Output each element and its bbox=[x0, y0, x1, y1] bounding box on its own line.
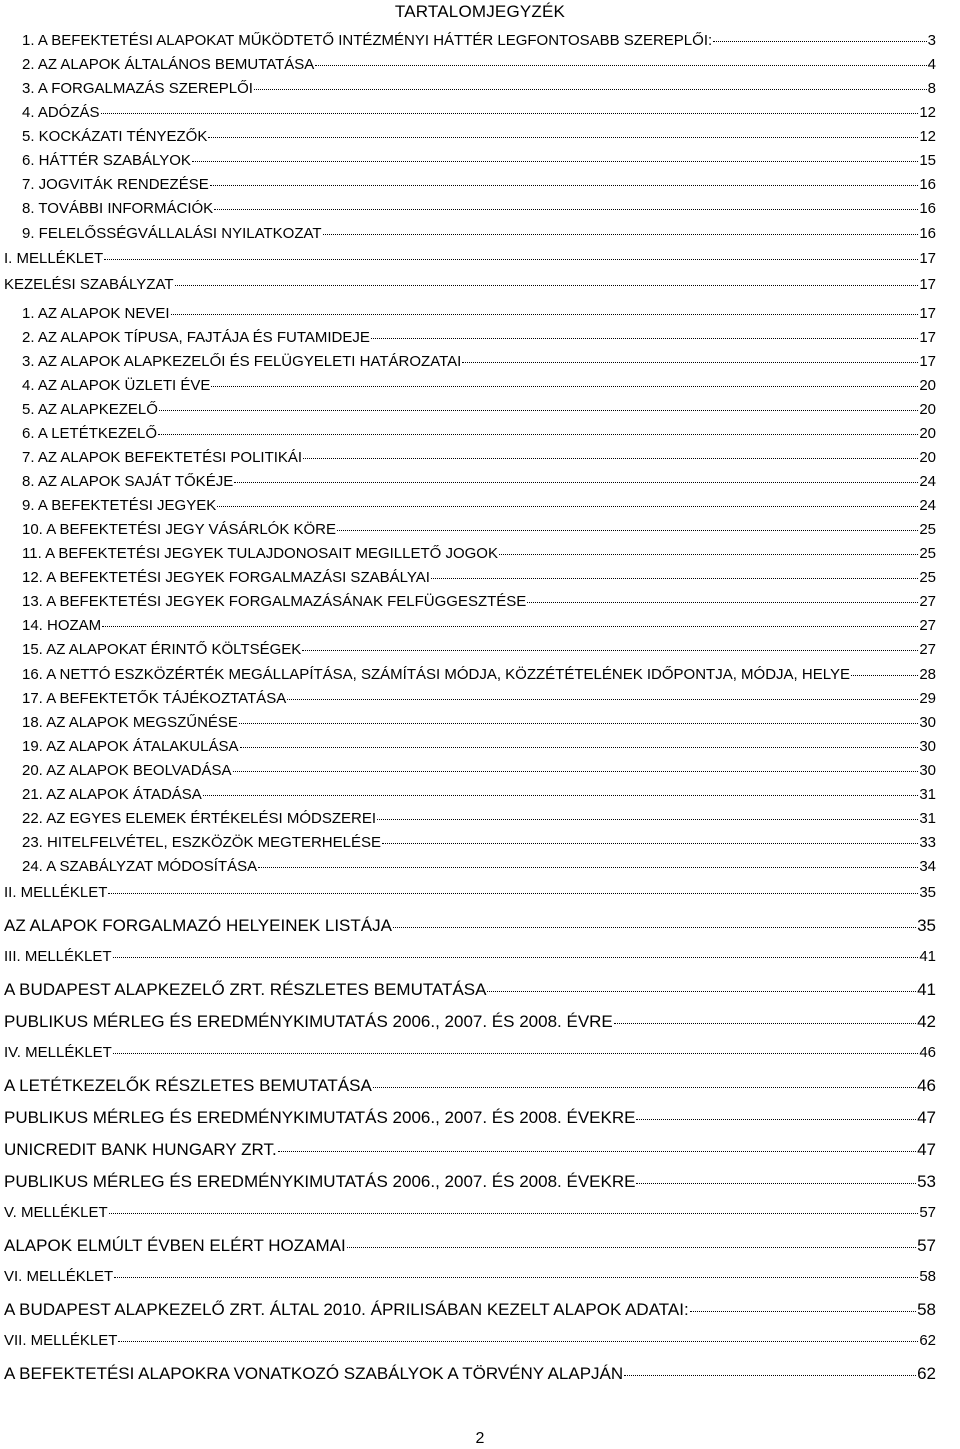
toc-entry-page: 53 bbox=[917, 1172, 936, 1191]
dot-leader bbox=[239, 723, 918, 724]
dot-leader bbox=[233, 771, 919, 772]
toc-entry-label: 22. AZ EGYES ELEMEK ÉRTÉKELÉSI MÓDSZEREI bbox=[22, 810, 377, 827]
toc-entry-label: 13. A BEFEKTETÉSI JEGYEK FORGALMAZÁSÁNAK FELFÜGGESZTÉSE bbox=[22, 593, 527, 610]
toc-entry[interactable] bbox=[22, 104, 936, 121]
toc-entry[interactable] bbox=[4, 1364, 936, 1384]
toc-entry[interactable] bbox=[4, 980, 936, 1000]
toc-entry-label: 3. AZ ALAPOK ALAPKEZELŐI ÉS FELÜGYELETI HATÁROZATAI bbox=[22, 353, 462, 370]
toc-entry-label: 7. JOGVITÁK RENDEZÉSE bbox=[22, 176, 209, 193]
toc-entry[interactable] bbox=[4, 1268, 936, 1285]
toc-entry[interactable] bbox=[22, 401, 936, 418]
dot-leader bbox=[175, 285, 919, 286]
dot-leader bbox=[624, 1375, 916, 1376]
dot-leader bbox=[217, 506, 918, 507]
dot-leader bbox=[377, 819, 918, 820]
toc-entry[interactable] bbox=[22, 200, 936, 217]
toc-entry-page: 25 bbox=[919, 545, 936, 562]
toc-entry-page: 24 bbox=[919, 473, 936, 490]
toc-entry-label: PUBLIKUS MÉRLEG ÉS EREDMÉNYKIMUTATÁS 2006., 2007. ÉS 2008. ÉVEKRE bbox=[4, 1172, 636, 1191]
dot-leader bbox=[851, 675, 918, 676]
dot-leader bbox=[211, 386, 918, 387]
toc-entry[interactable] bbox=[22, 569, 936, 586]
toc-entry[interactable] bbox=[22, 353, 936, 370]
toc-entry-page: 25 bbox=[919, 521, 936, 538]
toc-entry-page: 41 bbox=[919, 948, 936, 965]
toc-title: TARTALOMJEGYZÉK bbox=[394, 2, 566, 21]
toc-entry-page: 41 bbox=[917, 980, 936, 999]
toc-entry-label: 15. AZ ALAPOKAT ÉRINTŐ KÖLTSÉGEK bbox=[22, 641, 302, 658]
toc-entry-page: 12 bbox=[919, 104, 936, 121]
toc-entry-label: 8. TOVÁBBI INFORMÁCIÓK bbox=[22, 200, 214, 217]
toc-entry-page: 35 bbox=[919, 884, 936, 901]
toc-entry[interactable] bbox=[22, 786, 936, 803]
toc-entry-label: 19. AZ ALAPOK ÁTALAKULÁSA bbox=[22, 738, 239, 755]
dot-leader bbox=[214, 209, 918, 210]
toc-entry-label: 8. AZ ALAPOK SAJÁT TŐKÉJE bbox=[22, 473, 234, 490]
toc-entry[interactable] bbox=[4, 948, 936, 965]
toc-entry[interactable] bbox=[22, 617, 936, 634]
dot-leader bbox=[254, 89, 927, 90]
toc-entry[interactable] bbox=[22, 176, 936, 193]
dot-leader bbox=[303, 458, 918, 459]
toc-entry[interactable] bbox=[22, 545, 936, 562]
toc-entry-label: A BUDAPEST ALAPKEZELŐ ZRT. ÁLTAL 2010. ÁPRILISÁBAN KEZELT ALAPOK ADATAI: bbox=[4, 1300, 689, 1319]
toc-entry[interactable] bbox=[22, 32, 936, 49]
toc-entry[interactable] bbox=[4, 916, 936, 936]
toc-entry-page: 47 bbox=[917, 1140, 936, 1159]
toc-entry-label: 24. A SZABÁLYZAT MÓDOSÍTÁSA bbox=[22, 858, 258, 875]
dot-leader bbox=[118, 1341, 918, 1342]
dot-leader bbox=[113, 957, 919, 958]
toc-entry-label: VII. MELLÉKLET bbox=[4, 1332, 118, 1349]
dot-leader bbox=[203, 795, 919, 796]
toc-entry[interactable] bbox=[22, 810, 936, 827]
dot-leader bbox=[114, 1277, 918, 1278]
toc-entry-page: 4 bbox=[927, 56, 936, 73]
dot-leader bbox=[431, 578, 918, 579]
toc-entry-page: 27 bbox=[919, 641, 936, 658]
dot-leader bbox=[323, 234, 919, 235]
toc-entry-page: 58 bbox=[917, 1300, 936, 1319]
toc-entry[interactable] bbox=[4, 1140, 936, 1160]
toc-entry-label: III. MELLÉKLET bbox=[4, 948, 112, 965]
toc-entry[interactable] bbox=[22, 449, 936, 466]
toc-entry-page: 29 bbox=[919, 690, 936, 707]
toc-entry-page: 16 bbox=[919, 200, 936, 217]
toc-entry[interactable] bbox=[22, 80, 936, 97]
toc-entry-label: 2. AZ ALAPOK TÍPUSA, FAJTÁJA ÉS FUTAMIDEJE bbox=[22, 329, 370, 346]
toc-entry-label: 21. AZ ALAPOK ÁTADÁSA bbox=[22, 786, 202, 803]
dot-leader bbox=[171, 314, 919, 315]
dot-leader bbox=[210, 185, 919, 186]
toc-entry-label: KEZELÉSI SZABÁLYZAT bbox=[4, 276, 174, 293]
dot-leader bbox=[499, 554, 918, 555]
dot-leader bbox=[393, 927, 916, 928]
toc-entry-page: 17 bbox=[919, 250, 936, 267]
toc-entry-page: 46 bbox=[919, 1044, 936, 1061]
toc-entry-label: PUBLIKUS MÉRLEG ÉS EREDMÉNYKIMUTATÁS 2006., 2007. ÉS 2008. ÉVEKRE bbox=[4, 1108, 636, 1127]
dot-leader bbox=[113, 1053, 918, 1054]
toc-entry-page: 35 bbox=[917, 916, 936, 935]
toc-entry-page: 17 bbox=[919, 305, 936, 322]
dot-leader bbox=[636, 1119, 916, 1120]
toc-entry-label: 7. AZ ALAPOK BEFEKTETÉSI POLITIKÁI bbox=[22, 449, 303, 466]
toc-entry[interactable] bbox=[22, 305, 936, 322]
toc-entry-page: 24 bbox=[919, 497, 936, 514]
toc-entry[interactable] bbox=[4, 1108, 936, 1128]
dot-leader bbox=[373, 1087, 916, 1088]
toc-entry-label: V. MELLÉKLET bbox=[4, 1204, 108, 1221]
toc-entry-page: 28 bbox=[919, 666, 936, 683]
toc-entry[interactable] bbox=[22, 858, 936, 875]
toc-entry-page: 42 bbox=[917, 1012, 936, 1031]
dot-leader bbox=[347, 1247, 916, 1248]
toc-entry-page: 20 bbox=[919, 425, 936, 442]
toc-entry[interactable] bbox=[22, 473, 936, 490]
toc-entry[interactable] bbox=[4, 1012, 936, 1032]
toc-entry-page: 17 bbox=[919, 276, 936, 293]
toc-entry-label: 11. A BEFEKTETÉSI JEGYEK TULAJDONOSAIT MEGILLETŐ JOGOK bbox=[22, 545, 498, 562]
toc-entry-page: 8 bbox=[927, 80, 936, 97]
toc-entry-label: 1. AZ ALAPOK NEVEI bbox=[22, 305, 170, 322]
toc-entry-label: 3. A FORGALMAZÁS SZEREPLŐI bbox=[22, 80, 253, 97]
toc-entry-label: I. MELLÉKLET bbox=[4, 250, 104, 267]
toc-entry-label: IV. MELLÉKLET bbox=[4, 1044, 112, 1061]
toc-entry-page: 3 bbox=[927, 32, 936, 49]
toc-entry-label: 6. A LETÉTKEZELŐ bbox=[22, 425, 158, 442]
toc-entry[interactable] bbox=[22, 762, 936, 779]
toc-entry[interactable] bbox=[22, 377, 936, 394]
toc-entry[interactable] bbox=[22, 714, 936, 731]
toc-entry-page: 30 bbox=[919, 762, 936, 779]
toc-entry[interactable] bbox=[4, 276, 936, 293]
toc-entry[interactable] bbox=[22, 497, 936, 514]
toc-entry-label: 2. AZ ALAPOK ÁLTALÁNOS BEMUTATÁSA bbox=[22, 56, 315, 73]
toc-entry[interactable] bbox=[22, 738, 936, 755]
toc-entry-page: 62 bbox=[919, 1332, 936, 1349]
dot-leader bbox=[208, 137, 918, 138]
toc-entry-page: 16 bbox=[919, 225, 936, 242]
dot-leader bbox=[159, 410, 918, 411]
toc-entry[interactable] bbox=[22, 329, 936, 346]
toc-entry[interactable] bbox=[22, 690, 936, 707]
toc-entry[interactable] bbox=[22, 56, 936, 73]
toc-entry[interactable] bbox=[4, 1204, 936, 1221]
dot-leader bbox=[101, 113, 919, 114]
toc-entry-label: 9. FELELŐSSÉGVÁLLALÁSI NYILATKOZAT bbox=[22, 225, 322, 242]
toc-entry-label: AZ ALAPOK FORGALMAZÓ HELYEINEK LISTÁJA bbox=[4, 916, 392, 935]
toc-entry-page: 46 bbox=[917, 1076, 936, 1095]
toc-entry-label: 23. HITELFELVÉTEL, ESZKÖZÖK MEGTERHELÉSE bbox=[22, 834, 381, 851]
toc-entry-label: 5. AZ ALAPKEZELŐ bbox=[22, 401, 158, 418]
toc-entry-label: 14. HOZAM bbox=[22, 617, 102, 634]
dot-leader bbox=[527, 602, 918, 603]
toc-entry[interactable] bbox=[4, 1172, 936, 1192]
toc-entry-label: 16. A NETTÓ ESZKÖZÉRTÉK MEGÁLLAPÍTÁSA, SZÁMÍTÁSI MÓDJA, KÖZZÉTÉTELÉNEK IDŐPONTJA, MÓDJA, HELYE bbox=[22, 666, 850, 683]
dot-leader bbox=[109, 1213, 919, 1214]
toc-entry-page: 30 bbox=[919, 714, 936, 731]
dot-leader bbox=[713, 41, 927, 42]
dot-leader bbox=[278, 1151, 916, 1152]
dot-leader bbox=[636, 1183, 916, 1184]
toc-entry-label: A BEFEKTETÉSI ALAPOKRA VONATKOZÓ SZABÁLYOK A TÖRVÉNY ALAPJÁN bbox=[4, 1364, 624, 1383]
toc-entry[interactable] bbox=[22, 225, 936, 242]
dot-leader bbox=[337, 530, 918, 531]
toc-entry-label: 6. HÁTTÉR SZABÁLYOK bbox=[22, 152, 191, 169]
toc-entry-page: 17 bbox=[919, 329, 936, 346]
toc-entry-page: 17 bbox=[919, 353, 936, 370]
dot-leader bbox=[108, 893, 918, 894]
dot-leader bbox=[462, 362, 918, 363]
dot-leader bbox=[258, 867, 918, 868]
toc-entry-label: 18. AZ ALAPOK MEGSZŰNÉSE bbox=[22, 714, 238, 731]
toc-entry-label: 12. A BEFEKTETÉSI JEGYEK FORGALMAZÁSI SZABÁLYAI bbox=[22, 569, 430, 586]
toc-entry-label: 1. A BEFEKTETÉSI ALAPOKAT MŰKÖDTETŐ INTÉZMÉNYI HÁTTÉR LEGFONTOSABB SZEREPLŐI: bbox=[22, 32, 713, 49]
toc-entry-page: 12 bbox=[919, 128, 936, 145]
toc-entry[interactable] bbox=[22, 128, 936, 145]
toc-entry-label: A LETÉTKEZELŐK RÉSZLETES BEMUTATÁSA bbox=[4, 1076, 372, 1095]
toc-entry-page: 62 bbox=[917, 1364, 936, 1383]
toc-entry-page: 27 bbox=[919, 593, 936, 610]
toc-entry-page: 27 bbox=[919, 617, 936, 634]
dot-leader bbox=[487, 991, 916, 992]
dot-leader bbox=[240, 747, 919, 748]
dot-leader bbox=[192, 161, 918, 162]
toc-entry-label: VI. MELLÉKLET bbox=[4, 1268, 114, 1285]
toc-entry-page: 57 bbox=[917, 1236, 936, 1255]
dot-leader bbox=[382, 843, 918, 844]
toc-entry-label: UNICREDIT BANK HUNGARY ZRT. bbox=[4, 1140, 277, 1159]
toc-entry[interactable] bbox=[4, 1332, 936, 1349]
toc-entry[interactable] bbox=[4, 1044, 936, 1061]
toc-entry-label: PUBLIKUS MÉRLEG ÉS EREDMÉNYKIMUTATÁS 2006., 2007. ÉS 2008. ÉVRE bbox=[4, 1012, 613, 1031]
toc-entry-label: 10. A BEFEKTETÉSI JEGY VÁSÁRLÓK KÖRE bbox=[22, 521, 337, 538]
toc-entry-page: 31 bbox=[919, 786, 936, 803]
toc-entry[interactable] bbox=[4, 884, 936, 901]
toc-entry-page: 47 bbox=[917, 1108, 936, 1127]
toc-entry-page: 33 bbox=[919, 834, 936, 851]
toc-entry[interactable] bbox=[4, 1076, 936, 1096]
toc-entry-page: 20 bbox=[919, 377, 936, 394]
dot-leader bbox=[287, 699, 918, 700]
toc-entry-page: 15 bbox=[919, 152, 936, 169]
dot-leader bbox=[371, 338, 918, 339]
toc-entry-label: 4. ADÓZÁS bbox=[22, 104, 100, 121]
toc-entry[interactable] bbox=[22, 152, 936, 169]
toc-entry[interactable] bbox=[22, 666, 936, 683]
toc-entry-page: 30 bbox=[919, 738, 936, 755]
toc-entry-label: 5. KOCKÁZATI TÉNYEZŐK bbox=[22, 128, 208, 145]
toc-entry-label: A BUDAPEST ALAPKEZELŐ ZRT. RÉSZLETES BEMUTATÁSA bbox=[4, 980, 487, 999]
page-number: 2 bbox=[475, 1430, 485, 1447]
dot-leader bbox=[234, 482, 918, 483]
toc-entry-label: ALAPOK ELMÚLT ÉVBEN ELÉRT HOZAMAI bbox=[4, 1236, 346, 1255]
dot-leader bbox=[690, 1311, 916, 1312]
toc-entry-page: 20 bbox=[919, 449, 936, 466]
dot-leader bbox=[104, 259, 918, 260]
dot-leader bbox=[614, 1023, 916, 1024]
toc-entry-page: 34 bbox=[919, 858, 936, 875]
dot-leader bbox=[102, 626, 918, 627]
toc-entry-label: 9. A BEFEKTETÉSI JEGYEK bbox=[22, 497, 217, 514]
toc-entry-page: 16 bbox=[919, 176, 936, 193]
toc-entry[interactable] bbox=[22, 425, 936, 442]
toc-entry-page: 57 bbox=[919, 1204, 936, 1221]
toc-entry[interactable] bbox=[22, 641, 936, 658]
toc-entry[interactable] bbox=[22, 593, 936, 610]
dot-leader bbox=[302, 650, 918, 651]
toc-entry[interactable] bbox=[4, 250, 936, 267]
toc-entry-label: II. MELLÉKLET bbox=[4, 884, 108, 901]
toc-entry-page: 31 bbox=[919, 810, 936, 827]
toc-entry-label: 4. AZ ALAPOK ÜZLETI ÉVE bbox=[22, 377, 211, 394]
toc-entry[interactable] bbox=[22, 521, 936, 538]
toc-entry-label: 20. AZ ALAPOK BEOLVADÁSA bbox=[22, 762, 232, 779]
toc-entry[interactable] bbox=[4, 1236, 936, 1256]
toc-entry[interactable] bbox=[4, 1300, 936, 1320]
toc-entry-label: 17. A BEFEKTETŐK TÁJÉKOZTATÁSA bbox=[22, 690, 287, 707]
toc-entry-page: 58 bbox=[919, 1268, 936, 1285]
dot-leader bbox=[158, 434, 918, 435]
toc-entry-page: 25 bbox=[919, 569, 936, 586]
dot-leader bbox=[315, 65, 926, 66]
toc-entry-page: 20 bbox=[919, 401, 936, 418]
toc-entry[interactable] bbox=[22, 834, 936, 851]
